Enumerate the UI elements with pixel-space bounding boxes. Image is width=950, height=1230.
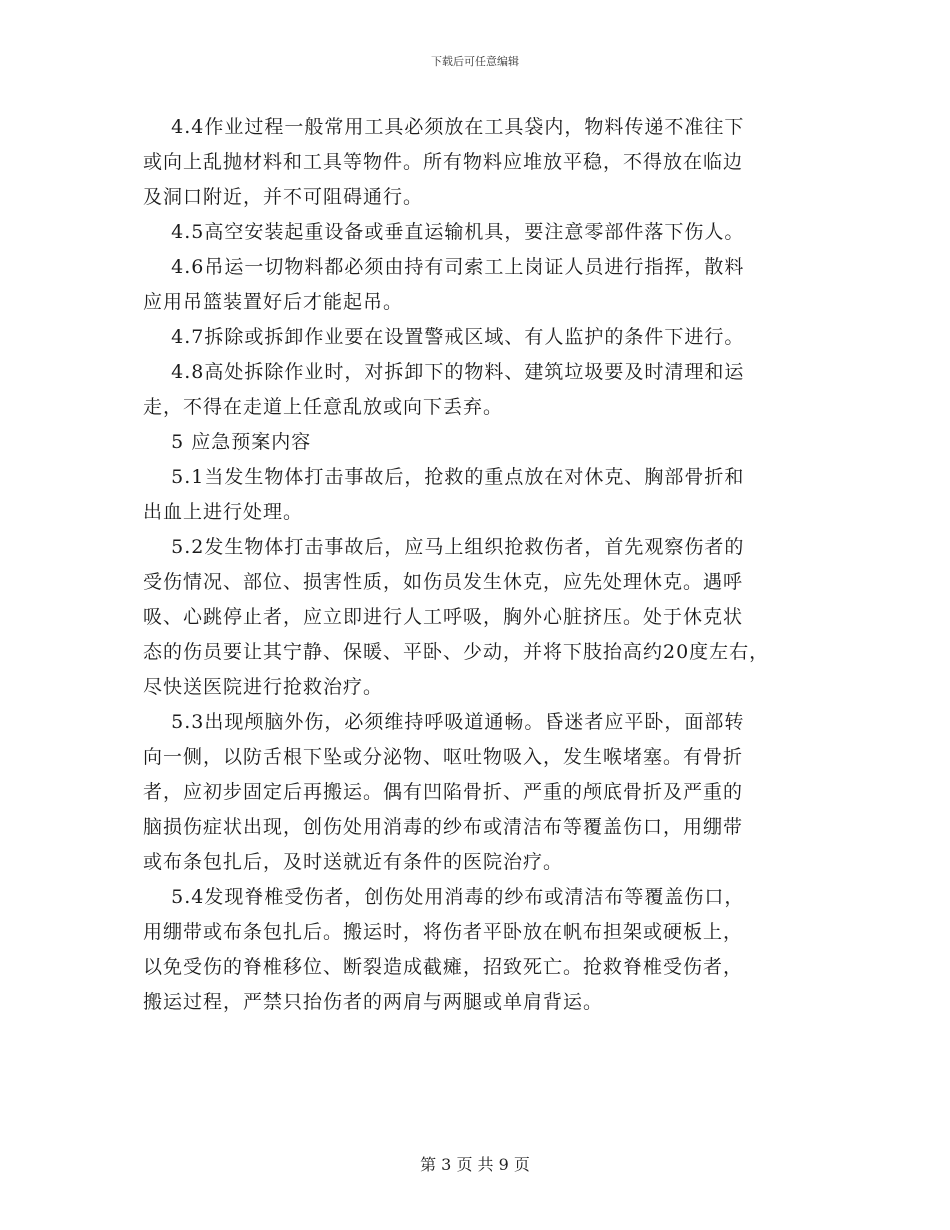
text-line: 搬运过程，严禁只抬伤者的两肩与两腿或单肩背运。	[143, 991, 604, 1013]
text-line: 5.2发生物体打击事故后，应马上组织抢救伤者，首先观察伤者的	[143, 536, 745, 558]
page-number: 第 3 页 共 9 页	[420, 1155, 530, 1174]
text-line: 脑损伤症状出现，创伤处用消毒的纱布或清洁布等覆盖伤口，用绷带	[143, 816, 744, 838]
text-line: 5.3出现颅脑外伤，必须维持呼吸道通畅。昏迷者应平卧，面部转	[143, 711, 745, 733]
text-line: 4.8高处拆除作业时，对拆卸下的物料、建筑垃圾要及时清理和运	[143, 361, 745, 383]
text-line: 向一侧，以防舌根下坠或分泌物、呕吐物吸入，发生喉堵塞。有骨折	[143, 746, 744, 768]
text-line: 或向上乱抛材料和工具等物件。所有物料应堆放平稳，不得放在临边	[143, 151, 744, 173]
text-line: 4.6吊运一切物料都必须由持有司索工上岗证人员进行指挥，散料	[143, 256, 745, 278]
document-body	[143, 110, 815, 1020]
text-line: 5.4发现脊椎受伤者，创伤处用消毒的纱布或清洁布等覆盖伤口，	[143, 886, 745, 908]
text-line: 吸、心跳停止者，应立即进行人工呼吸，胸外心脏挤压。处于休克状	[143, 606, 744, 628]
text-line: 以免受伤的脊椎移位、断裂造成截瘫，招致死亡。抢救脊椎受伤者，	[143, 956, 744, 978]
text-line: 用绷带或布条包扎后。搬运时，将伤者平卧放在帆布担架或硬板上，	[143, 921, 744, 943]
page-header: 下载后可任意编辑	[431, 55, 519, 68]
text-line: 尽快送医院进行抢救治疗。	[143, 676, 384, 698]
text-line: 及洞口附近，并不可阻碍通行。	[143, 186, 424, 208]
text-line: 走，不得在走道上任意乱放或向下丢弃。	[143, 396, 504, 418]
text-line: 应用吊篮装置好后才能起吊。	[143, 291, 404, 313]
text-line: 或布条包扎后，及时送就近有条件的医院治疗。	[143, 851, 564, 873]
text-line: 受伤情况、部位、损害性质，如伤员发生休克，应先处理休克。遇呼	[143, 571, 744, 593]
text-line: 4.4作业过程一般常用工具必须放在工具袋内，物料传递不准往下	[143, 116, 745, 138]
text-line: 出血上进行处理。	[143, 501, 304, 523]
section-heading: 5 应急预案内容	[143, 431, 312, 453]
text-line: 4.7拆除或拆卸作业要在设置警戒区域、有人监护的条件下进行。	[143, 326, 745, 348]
text-line: 态的伤员要让其宁静、保暖、平卧、少动，并将下肢抬高约20度左右，	[143, 641, 770, 663]
text-line: 4.5高空安装起重设备或垂直运输机具，要注意零部件落下伤人。	[143, 221, 745, 243]
text-line: 5.1当发生物体打击事故后，抢救的重点放在对休克、胸部骨折和	[143, 466, 745, 488]
text-line: 者，应初步固定后再搬运。偶有凹陷骨折、严重的颅底骨折及严重的	[143, 781, 744, 803]
